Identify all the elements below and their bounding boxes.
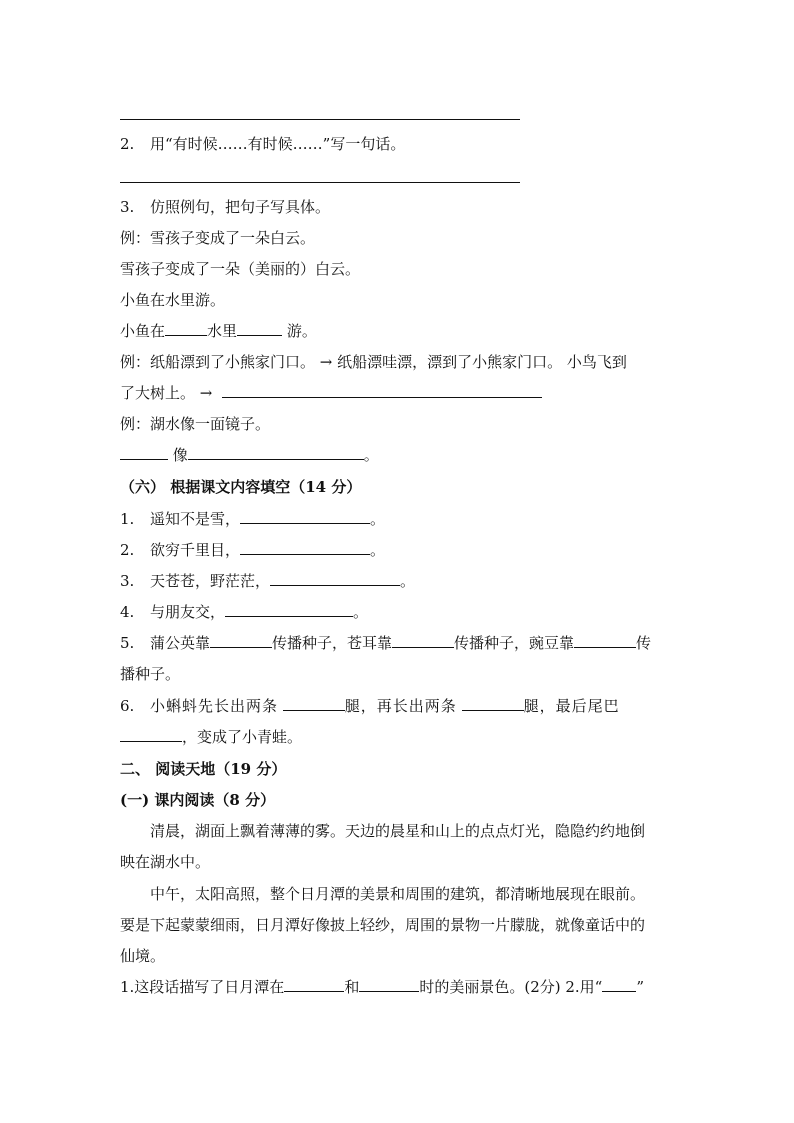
- item-number: 3.: [120, 572, 135, 590]
- item-number: 5.: [120, 634, 135, 652]
- fill-text: 。: [363, 446, 379, 464]
- section-6-title: （六） 根据课文内容填空（14 分）: [120, 478, 362, 496]
- passage-p2-line2: 要是下起蒙蒙细雨，日月潭好像披上轻纱，周围的景物一片朦胧，就像童话中的: [120, 916, 646, 934]
- question-text: 用“有时候……有时候……”写一句话。: [150, 135, 406, 153]
- passage-p1-line1: 清晨，湖面上飘着薄薄的雾。天边的晨星和山上的点点灯光，隐隐约约地倒: [150, 822, 646, 840]
- fill-text: 像: [172, 446, 188, 464]
- poem-item-4: [120, 602, 368, 622]
- passage-p1-line2: 映在湖水中。: [120, 853, 211, 871]
- fill-text: 传播种子，苍耳靠: [272, 634, 393, 652]
- fill-text: 蒲公英靠: [150, 634, 211, 652]
- item-number: 1.: [120, 510, 135, 528]
- item-5-line1: [120, 633, 651, 653]
- sentence-1: 小鱼在水里游。: [120, 291, 226, 309]
- example-1: 例：雪孩子变成了一朵白云。: [120, 229, 316, 247]
- part-2-subtitle: (一) 课内阅读（8 分）: [120, 791, 276, 809]
- poem-item-2: [120, 540, 385, 560]
- item-number: 4.: [120, 603, 135, 621]
- question-text: 仿照例句，把句子写具体。: [150, 198, 331, 216]
- example-2-line1: 例：纸船漂到了小熊家门口。 → 纸船漂哇漂，漂到了小熊家门口。 小鸟飞到: [120, 353, 627, 371]
- fill-text: 小蝌蚪先长出两条: [150, 697, 279, 715]
- fill-text: 时的美丽景色。(2分) 2.用“: [419, 978, 603, 996]
- item-number: 6.: [120, 697, 135, 715]
- fill-blank[interactable]: [222, 383, 542, 398]
- answer-line[interactable]: [120, 182, 520, 183]
- poem-item-3: [120, 571, 415, 591]
- fill-text: 传: [636, 634, 652, 652]
- answer-line[interactable]: [120, 119, 520, 120]
- fill-blank[interactable]: [120, 445, 168, 460]
- fill-blank[interactable]: [165, 321, 207, 336]
- passage-p2-line3: 仙境。: [120, 947, 166, 965]
- fill-text: 和: [344, 978, 360, 996]
- example-3: 例：湖水像一面镜子。: [120, 415, 271, 433]
- fill-blank[interactable]: [120, 727, 182, 742]
- example-1-answer: 雪孩子变成了一朵（美丽的）白云。: [120, 260, 361, 278]
- example-3-fill: [120, 445, 379, 465]
- fill-blank[interactable]: [270, 571, 400, 586]
- fill-blank[interactable]: [283, 696, 345, 711]
- question-3: [120, 197, 330, 217]
- fill-text: 腿，再长出两条: [344, 697, 457, 715]
- item-number: 2.: [120, 541, 135, 559]
- item-text: 欲穷千里目，: [150, 541, 241, 559]
- item-5-line2: 播种子。: [120, 665, 181, 683]
- question-number: 3.: [120, 198, 135, 216]
- fill-blank[interactable]: [574, 633, 636, 648]
- fill-blank[interactable]: [240, 540, 370, 555]
- fill-text: 腿，最后尾巴: [523, 697, 620, 715]
- fill-blank[interactable]: [237, 321, 282, 336]
- fill-text: 了大树上。 →: [120, 384, 213, 402]
- item-text: 天苍苍，野茫茫，: [150, 572, 271, 590]
- fill-text: 1.这段话描写了日月潭在: [120, 978, 285, 996]
- item-end: 。: [400, 572, 416, 590]
- reading-question-1: [120, 977, 644, 997]
- fill-text: ”: [636, 978, 645, 996]
- item-6-line2: [120, 727, 302, 747]
- fill-blank[interactable]: [188, 445, 364, 460]
- question-number: 2.: [120, 135, 135, 153]
- fill-text: 游。: [286, 322, 317, 340]
- question-2: [120, 134, 405, 154]
- fill-text: 传播种子，豌豆靠: [454, 634, 575, 652]
- fill-blank[interactable]: [225, 602, 353, 617]
- fill-blank[interactable]: [462, 696, 524, 711]
- fill-blank[interactable]: [359, 977, 419, 992]
- part-2-title: 二、 阅读天地（19 分）: [120, 760, 287, 778]
- fill-blank[interactable]: [240, 509, 370, 524]
- item-text: 与朋友交，: [150, 603, 226, 621]
- item-end: 。: [353, 603, 369, 621]
- fill-blank[interactable]: [284, 977, 344, 992]
- fill-blank[interactable]: [602, 977, 636, 992]
- item-end: 。: [370, 541, 386, 559]
- sentence-1-fill: [120, 321, 317, 341]
- fill-text: 小鱼在: [120, 322, 166, 340]
- item-end: 。: [370, 510, 386, 528]
- example-2-line2: [120, 383, 542, 403]
- item-text: 遥知不是雪，: [150, 510, 241, 528]
- item-6-line1: [120, 696, 620, 716]
- fill-blank[interactable]: [210, 633, 272, 648]
- fill-text: 水里: [207, 322, 238, 340]
- fill-text: ，变成了小青蛙。: [182, 728, 303, 746]
- poem-item-1: [120, 509, 385, 529]
- passage-p2-line1: 中午，太阳高照，整个日月潭的美景和周围的建筑，都清晰地展现在眼前。: [150, 885, 646, 903]
- fill-blank[interactable]: [392, 633, 454, 648]
